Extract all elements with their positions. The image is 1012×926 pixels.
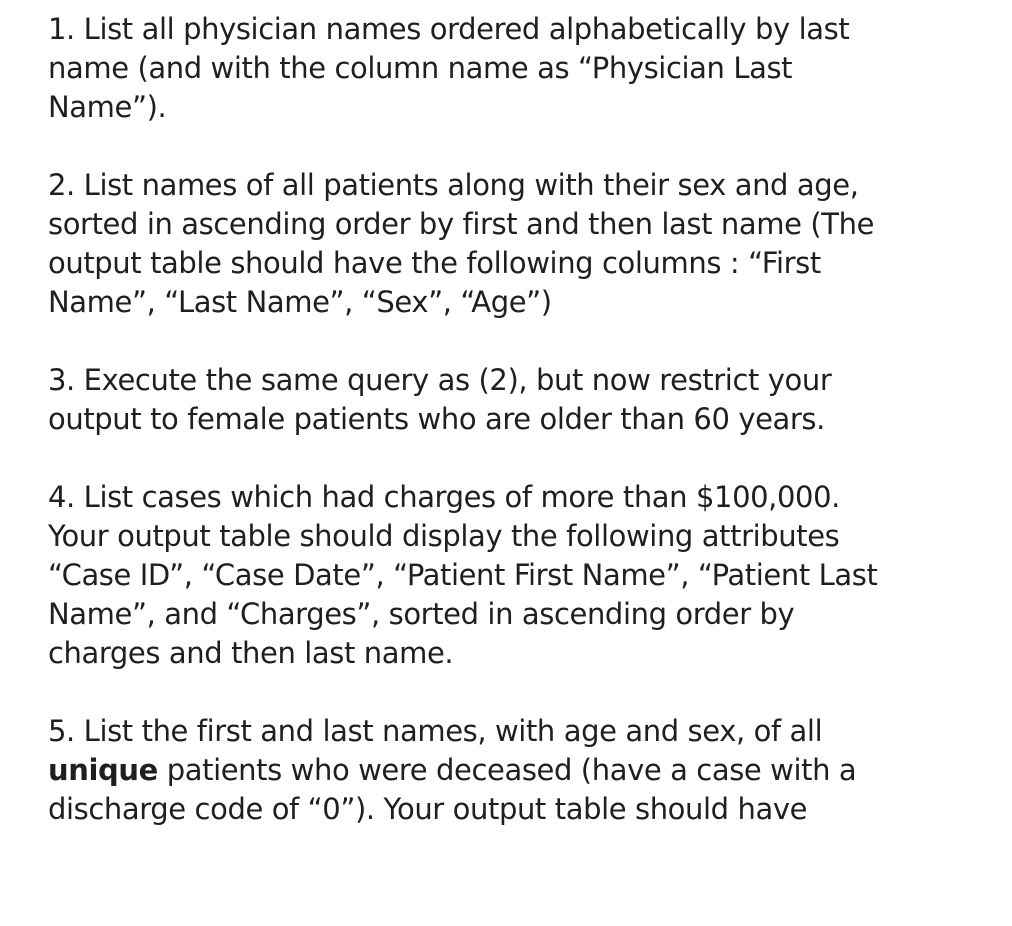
question-2-line-2: sorted in ascending order by first and then last name (The	[48, 207, 875, 241]
question-5	[48, 712, 988, 829]
question-4-line-4: Name”, and “Charges”, sorted in ascending order by	[48, 597, 795, 631]
question-1-line-2: name (and with the column name as “Physician Last	[48, 51, 793, 85]
question-5-line-2-rest: patients who were deceased (have a case with a	[157, 753, 857, 787]
question-4-line-2: Your output table should display the following attributes	[48, 519, 840, 553]
question-2-line-1: 2. List names of all patients along with their sex and age,	[48, 168, 859, 202]
question-5-line-3: discharge code of “0”). Your output table should have	[48, 792, 808, 826]
question-1	[48, 10, 988, 127]
question-5-line-1: 5. List the first and last names, with age and sex, of all	[48, 714, 823, 748]
question-2	[48, 166, 988, 322]
question-2-line-3: output table should have the following columns : “First	[48, 246, 821, 280]
emphasis-unique: unique	[48, 753, 158, 787]
question-4-line-1: 4. List cases which had charges of more than $100,000.	[48, 480, 840, 514]
question-4-line-5: charges and then last name.	[48, 636, 454, 670]
question-1-line-1: 1. List all physician names ordered alphabetically by last	[48, 12, 850, 46]
question-3-line-1: 3. Execute the same query as (2), but now restrict your	[48, 363, 832, 397]
question-3	[48, 361, 988, 439]
question-5-line-2	[48, 751, 988, 790]
question-3-line-2: output to female patients who are older than 60 years.	[48, 402, 825, 436]
question-4	[48, 478, 988, 673]
document-body	[48, 10, 988, 868]
question-2-line-4: Name”, “Last Name”, “Sex”, “Age”)	[48, 285, 552, 319]
question-1-line-3: Name”).	[48, 90, 167, 124]
question-4-line-3: “Case ID”, “Case Date”, “Patient First Name”, “Patient Last	[48, 558, 878, 592]
